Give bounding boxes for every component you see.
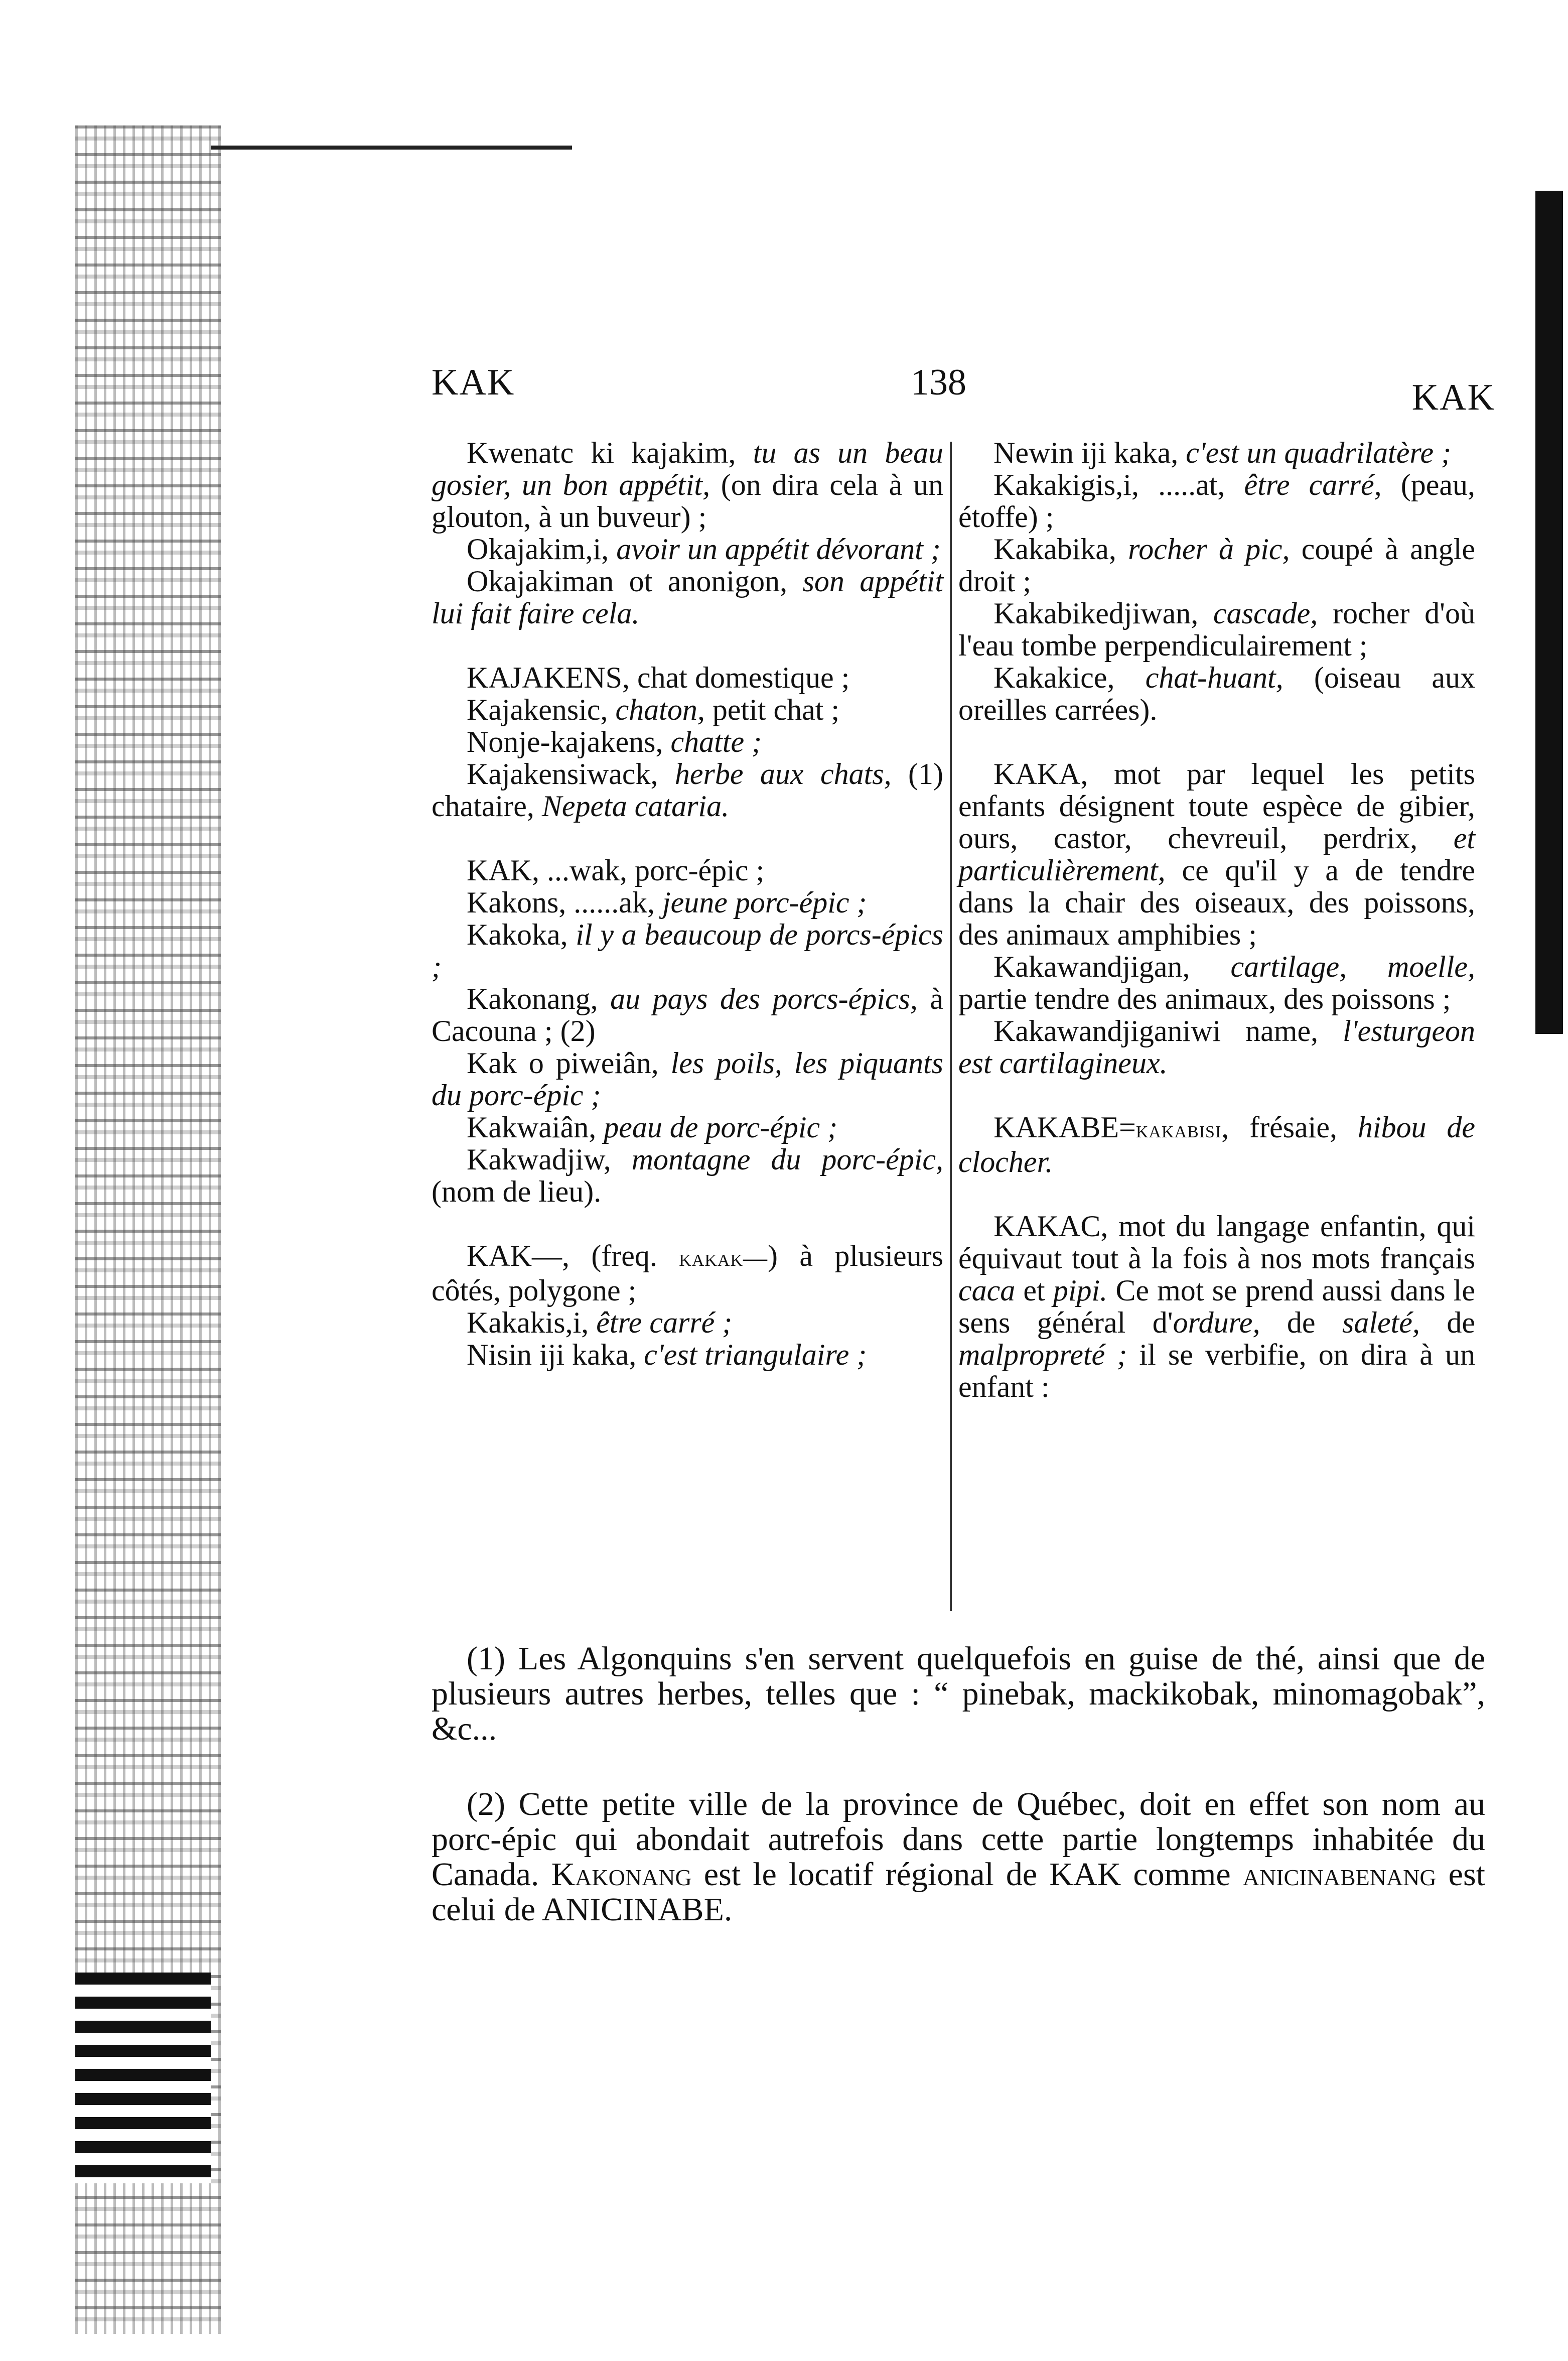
- italic-text: saleté,: [1342, 1306, 1420, 1339]
- dictionary-entry: [432, 1306, 943, 1339]
- text-run: KAK, ...wak, porc-épic ;: [467, 854, 765, 887]
- italic-text: il y a beaucoup de porcs-épics ;: [432, 918, 944, 983]
- italic-text: ordure,: [1173, 1306, 1260, 1339]
- footnotes: [432, 1641, 1485, 1927]
- italic-text: chatte ;: [670, 725, 762, 758]
- text-run: Kakwaiân,: [467, 1111, 604, 1144]
- text-run: Kakonang,: [467, 982, 611, 1015]
- text-run: coupé à angle droit ;: [958, 533, 1475, 598]
- italic-text: herbe aux chats,: [674, 757, 892, 791]
- text-run: (1) chataire,: [432, 757, 943, 823]
- dictionary-entry: [958, 437, 1475, 469]
- text-run: (nom de lieu).: [432, 1175, 602, 1208]
- text-run: Okajakim,i,: [467, 533, 617, 566]
- dictionary-entry: [958, 597, 1475, 662]
- text-run: KAKAC, mot du langage enfantin, qui équivaut tout à la fois à nos mots français: [958, 1210, 1475, 1275]
- small-caps-text: kakabisi: [1135, 1116, 1222, 1143]
- dictionary-entry: [432, 886, 943, 919]
- text-run: Kakawandjiganiwi name,: [993, 1014, 1343, 1047]
- footnote: [432, 1787, 1485, 1927]
- left-column: [432, 437, 943, 1371]
- dictionary-entry: [432, 694, 943, 726]
- italic-text: au pays des porcs-épics,: [610, 982, 918, 1015]
- text-run: de: [1260, 1306, 1342, 1339]
- text-run: (1) Les Algonquins s'en servent quelquefois en guise de thé, ainsi que de plusieurs autres herbes, telles que : “ pinebak, mackikobak, minomagobak”, &c...: [432, 1640, 1485, 1747]
- text-run: et: [1015, 1274, 1053, 1307]
- italic-text: pipi.: [1053, 1274, 1108, 1307]
- italic-text: chat-huant,: [1145, 661, 1284, 694]
- text-run: ) à plusieurs côtés, polygone ;: [432, 1239, 944, 1307]
- text-run: Kakakigis,i, .....at,: [993, 468, 1244, 501]
- small-caps-text: anicinabenang: [1242, 1856, 1437, 1893]
- text-run: Newin iji kaka,: [993, 436, 1186, 469]
- italic-text: tu as un beau gosier, un bon appétit,: [432, 436, 943, 501]
- text-run: est le locatif régional de KAK comme: [691, 1856, 1243, 1893]
- text-run: est celui de ANICINABE.: [432, 1856, 1485, 1928]
- italic-text: cascade,: [1213, 597, 1318, 630]
- text-run: Kakoka,: [467, 918, 576, 951]
- dictionary-entry: [432, 983, 943, 1047]
- dictionary-entry: [958, 758, 1475, 951]
- text-run: Kakakice,: [993, 661, 1146, 694]
- text-run: Nonje-kajakens,: [467, 725, 671, 758]
- text-run: de: [1419, 1306, 1475, 1339]
- text-run: (on dira cela à un glouton, à un buveur) ;: [432, 468, 943, 534]
- right-column: [958, 437, 1475, 1403]
- italic-text: les poils, les piquants du porc-épic ;: [432, 1046, 943, 1112]
- text-run: rocher d'où l'eau tombe perpendiculairement ;: [958, 597, 1475, 662]
- text-run: KAK—, (freq.: [467, 1239, 679, 1272]
- dictionary-entry: [432, 726, 943, 758]
- text-run: (2) Cette petite ville de la province de Québec, doit en effet son nom au porc-épic qui abondait autrefois dans cette partie longtemps inhabitée du Canada.: [432, 1786, 1485, 1893]
- dictionary-entry: [958, 951, 1475, 1015]
- text-run: Kajakensiwack,: [467, 757, 675, 791]
- text-run: ce qu'il y a de tendre dans la chair des oiseaux, des poissons, des animaux amphibies ;: [958, 854, 1475, 951]
- italic-text: c'est triangulaire ;: [644, 1338, 867, 1371]
- italic-text: être carré ;: [596, 1306, 733, 1339]
- text-run: Kakwadjiw,: [467, 1143, 632, 1176]
- running-head-left: KAK: [432, 362, 515, 403]
- text-run: Okajakiman ot anonigon,: [467, 565, 803, 598]
- scanned-binding-shadow: [75, 1973, 211, 2183]
- text-run: Kakakis,i,: [467, 1306, 597, 1339]
- dictionary-entry: [432, 565, 943, 629]
- italic-text: malpropreté ;: [958, 1338, 1127, 1371]
- italic-text: être carré,: [1244, 468, 1382, 501]
- text-run: Kak o piweiân,: [467, 1046, 671, 1080]
- text-run: KAJAKENS, chat domestique ;: [467, 661, 850, 694]
- dictionary-entry: [432, 662, 943, 694]
- text-run: Kakons, ......ak,: [467, 886, 662, 919]
- dictionary-entry: [958, 662, 1475, 726]
- italic-text: c'est un quadrilatère ;: [1186, 436, 1452, 469]
- text-run: à Cacouna ; (2): [432, 982, 944, 1047]
- dictionary-entry: [432, 1047, 943, 1111]
- text-run: petit chat ;: [704, 693, 840, 726]
- text-run: Kakabika,: [993, 533, 1128, 566]
- italic-text: cartilage, moelle,: [1230, 950, 1475, 983]
- scan-right-edge-bar: [1535, 191, 1563, 1034]
- column-divider: [950, 442, 952, 1611]
- dictionary-entry: [958, 533, 1475, 597]
- text-run: partie tendre des animaux, des poissons ;: [958, 982, 1451, 1015]
- dictionary-entry: [432, 1240, 943, 1306]
- page-number: 138: [911, 362, 966, 403]
- italic-text: et particulièrement,: [958, 822, 1475, 887]
- text-run: Ce mot se prend aussi dans le sens général d': [958, 1274, 1475, 1339]
- italic-text: chaton,: [615, 693, 705, 726]
- text-run: KAKABE=: [993, 1111, 1136, 1144]
- scan-top-rule: [211, 146, 572, 150]
- dictionary-entry: [958, 469, 1475, 533]
- text-run: (peau, étoffe) ;: [958, 468, 1475, 534]
- text-run: Kakawandjigan,: [993, 950, 1231, 983]
- page-header: [432, 351, 1495, 418]
- text-run: Kwenatc ki kajakim,: [467, 436, 753, 469]
- footnote: [432, 1641, 1485, 1747]
- italic-text: l'esturgeon est cartilagineux.: [958, 1014, 1475, 1080]
- dictionary-entry: [432, 854, 943, 886]
- running-head-right: KAK: [1411, 377, 1495, 418]
- text-run: il se verbifie, on dira à un enfant :: [958, 1338, 1475, 1403]
- italic-text: peau de porc-épic ;: [604, 1111, 838, 1144]
- dictionary-entry: [432, 1143, 943, 1208]
- text-run: , frésaie,: [1221, 1111, 1358, 1144]
- text-run: KAKA, mot par lequel les petits enfants désignent toute espèce de gibier, ours, castor, chevreuil, perdrix,: [958, 757, 1475, 855]
- dictionary-entry: [958, 1111, 1475, 1178]
- dictionary-entry: [958, 1015, 1475, 1079]
- italic-text: Nepeta cataria.: [541, 790, 730, 823]
- italic-text: montagne du porc-épic,: [631, 1143, 943, 1176]
- text-run: Nisin iji kaka,: [467, 1338, 644, 1371]
- dictionary-entry: [432, 1111, 943, 1143]
- dictionary-entry: [432, 533, 943, 565]
- dictionary-entry: [432, 919, 943, 983]
- italic-text: caca: [958, 1274, 1016, 1307]
- dictionary-entry: [432, 1339, 943, 1371]
- small-caps-text: kakak—: [679, 1245, 768, 1271]
- dictionary-entry: [432, 758, 943, 822]
- dictionary-entry: [958, 1210, 1475, 1403]
- italic-text: son appétit lui fait faire cela.: [432, 565, 944, 630]
- italic-text: hibou de clocher.: [958, 1111, 1475, 1178]
- dictionary-entry: [432, 437, 943, 533]
- text-run: Kakabikedjiwan,: [993, 597, 1214, 630]
- italic-text: rocher à pic,: [1128, 533, 1290, 566]
- italic-text: avoir un appétit dévorant ;: [616, 533, 941, 566]
- text-run: (oiseau aux oreilles carrées).: [958, 661, 1475, 726]
- small-caps-text: Kakonang: [551, 1856, 692, 1893]
- italic-text: jeune porc-épic ;: [662, 886, 867, 919]
- text-run: Kajakensic,: [467, 693, 616, 726]
